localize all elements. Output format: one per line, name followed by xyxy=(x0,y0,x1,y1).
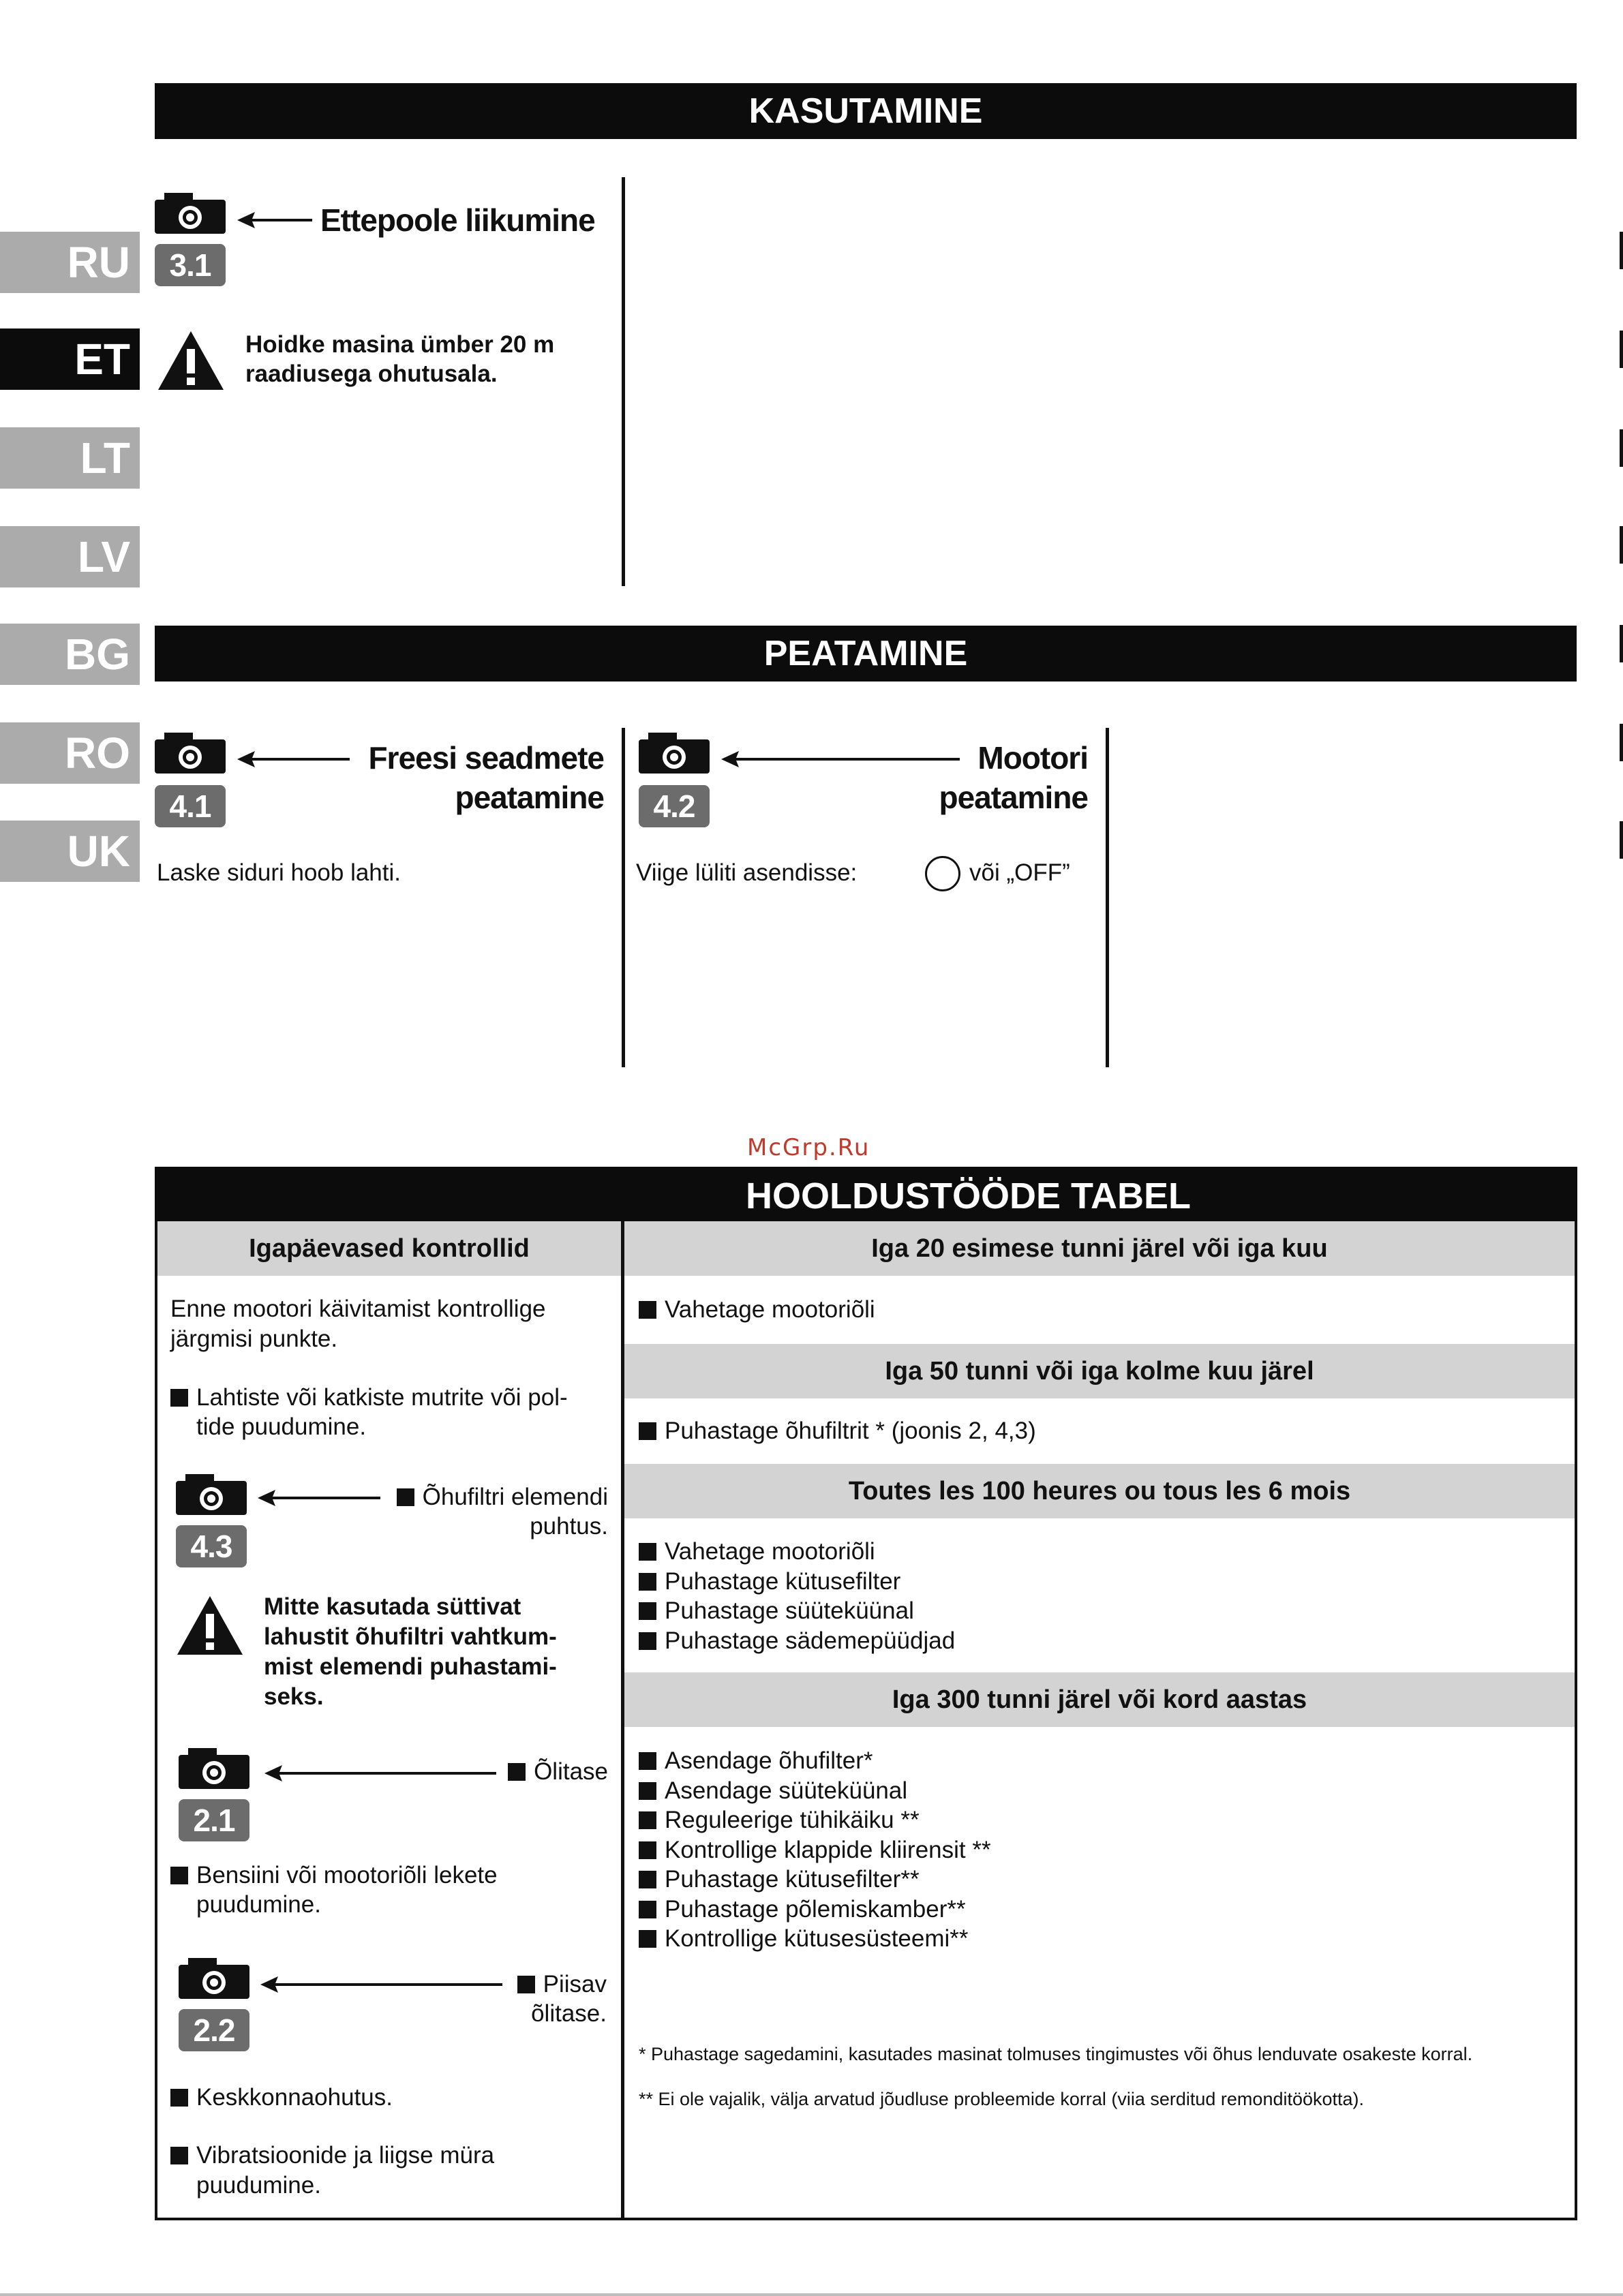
warning-icon xyxy=(176,1595,244,1656)
solvent-warning-line1: Mitte kasutada süttivat xyxy=(264,1593,521,1620)
oil-level-label-text: Õlitase xyxy=(534,1758,608,1785)
camera-icon xyxy=(179,1748,249,1789)
daily-item-bolts-line2: tide puudumine. xyxy=(196,1413,367,1440)
air-filter-label-line1 xyxy=(382,1482,608,1512)
interval-header-50h: Iga 50 tunni või iga kolme kuu järel xyxy=(624,1344,1575,1398)
language-tab-uk[interactable]: UK xyxy=(0,821,140,882)
warning-icon xyxy=(157,330,225,391)
bullet-icon xyxy=(170,1389,188,1407)
list-item: Asendage süüteküünal xyxy=(639,1776,991,1806)
bullet-icon xyxy=(639,1422,656,1440)
language-tab-lt[interactable]: LT xyxy=(0,427,140,489)
bullet-icon xyxy=(639,1782,656,1800)
daily-item-bolts-line1: Lahtiste või katkiste mutrite või pol- xyxy=(196,1384,568,1411)
step-label-forward: Ettepoole liikumine xyxy=(320,202,595,238)
language-tab-bg[interactable]: BG xyxy=(0,624,140,685)
stop-tiller-text: Laske siduri hoob lahti. xyxy=(157,859,401,886)
list-item: Puhastage sädemepüüdjad xyxy=(639,1626,955,1656)
bullet-icon xyxy=(639,1543,656,1561)
bullet-icon xyxy=(508,1763,526,1781)
list-item: Puhastage kütusefilter xyxy=(639,1567,955,1597)
bullet-icon xyxy=(170,2147,188,2164)
bullet-icon xyxy=(639,1602,656,1620)
daily-intro-line2: järgmisi punkte. xyxy=(170,1326,338,1352)
solvent-warning-line4: seks. xyxy=(264,1683,324,1710)
interval-list-100h xyxy=(639,1537,955,1655)
list-item: Reguleerige tühikäiku ** xyxy=(639,1805,991,1835)
stopping-title-bar: PEATAMINE xyxy=(155,626,1577,682)
daily-item-bolts xyxy=(170,1383,568,1413)
arrow-left-icon xyxy=(260,1976,502,1993)
interval-list-50h xyxy=(639,1416,1036,1446)
camera-icon xyxy=(179,1958,249,1999)
stop-engine-text: Viige lüliti asendisse: xyxy=(636,859,858,886)
bullet-icon xyxy=(639,1632,656,1650)
bullet-icon xyxy=(639,1811,656,1829)
bullet-icon xyxy=(639,1752,656,1770)
arrow-left-icon xyxy=(237,212,312,228)
arrow-left-icon xyxy=(264,1765,496,1781)
bullet-icon xyxy=(397,1488,414,1506)
list-item: Asendage õhufilter* xyxy=(639,1746,991,1776)
usage-warning-line1: Hoidke masina ümber 20 m xyxy=(245,331,555,358)
stopping-divider-2 xyxy=(1106,728,1109,1067)
proper-oil-level-label-line2: õlitase. xyxy=(531,2000,607,2027)
daily-checks-header: Igapäevased kontrollid xyxy=(157,1221,621,1276)
footnote-1: * Puhastage sagedamini, kasutades masinat tolmuses tingimustes või õhus lenduvate osakeste korral. xyxy=(639,2044,1473,2064)
proper-oil-level-label-text: Piisav xyxy=(543,1971,607,1997)
step-badge-4-3: 4.3 xyxy=(176,1525,247,1567)
arrow-left-icon xyxy=(237,751,350,767)
off-circle-icon xyxy=(925,856,960,891)
solvent-warning-line2: lahustit õhufiltri vahtkum- xyxy=(264,1623,557,1650)
camera-icon xyxy=(155,733,226,774)
air-filter-label-text: Õhufiltri elemendi xyxy=(422,1484,608,1510)
air-filter-label-line2: puhtus. xyxy=(530,1513,608,1540)
bullet-icon xyxy=(170,2089,188,2107)
daily-item-environment xyxy=(170,2083,393,2113)
maintenance-title-bar: HOOLDUSTÖÖDE TABEL xyxy=(155,1167,1577,1221)
proper-oil-level-label-line1 xyxy=(477,1970,607,2000)
bullet-icon xyxy=(639,1930,656,1948)
bullet-icon xyxy=(639,1841,656,1859)
step-badge-4-2: 4.2 xyxy=(639,785,710,827)
daily-item-vibration xyxy=(170,2141,494,2171)
page-bottom-rule xyxy=(0,2293,1623,2296)
camera-icon xyxy=(639,733,710,774)
camera-icon xyxy=(155,193,226,234)
bullet-icon xyxy=(639,1573,656,1591)
bullet-icon xyxy=(639,1901,656,1918)
usage-divider xyxy=(622,177,625,586)
bullet-icon xyxy=(639,1871,656,1888)
step-badge-2-2: 2.2 xyxy=(179,2009,249,2051)
list-item: Kontrollige kütusesüsteemi** xyxy=(639,1924,991,1954)
step-label-stop-tiller-2: peatamine xyxy=(455,780,604,815)
interval-list-300h xyxy=(639,1746,991,1954)
camera-icon xyxy=(176,1474,247,1515)
usage-title-bar: KASUTAMINE xyxy=(155,83,1577,139)
interval-header-100h: Toutes les 100 heures ou tous les 6 mois xyxy=(624,1464,1575,1518)
language-tab-ru[interactable]: RU xyxy=(0,232,140,293)
interval-header-300h: Iga 300 tunni järel või kord aastas xyxy=(624,1672,1575,1727)
interval-list-20h xyxy=(639,1295,875,1325)
daily-item-leaks xyxy=(170,1861,498,1891)
list-item: Puhastage põlemiskamber** xyxy=(639,1895,991,1925)
step-badge-2-1: 2.1 xyxy=(179,1799,249,1841)
list-item: Vahetage mootoriõli xyxy=(639,1295,875,1325)
list-item: Puhastage õhufiltrit * (joonis 2, 4,3) xyxy=(639,1416,1036,1446)
step-badge-3-1: 3.1 xyxy=(155,244,226,286)
daily-intro-line1: Enne mootori käivitamist kontrollige xyxy=(170,1296,546,1322)
daily-item-leaks-line1: Bensiini või mootoriõli lekete xyxy=(196,1862,498,1888)
step-badge-4-1: 4.1 xyxy=(155,785,226,827)
language-tab-lv[interactable]: LV xyxy=(0,526,140,587)
solvent-warning-line3: mist elemendi puhastami- xyxy=(264,1653,557,1680)
usage-warning-line2: raadiusega ohutusala. xyxy=(245,361,498,387)
arrow-left-icon xyxy=(258,1490,380,1506)
interval-header-20h: Iga 20 esimese tunni järel või iga kuu xyxy=(624,1221,1575,1276)
daily-item-vibration-line1: Vibratsioonide ja liigse müra xyxy=(196,2142,495,2169)
list-item: Puhastage süüteküünal xyxy=(639,1596,955,1626)
daily-item-environment-text: Keskkonnaohutus. xyxy=(196,2084,393,2111)
bullet-icon xyxy=(517,1976,535,1993)
bullet-icon xyxy=(639,1301,656,1319)
step-label-stop-engine-2: peatamine xyxy=(939,780,1088,815)
language-tab-et[interactable]: ET xyxy=(0,328,140,390)
footnote-2: ** Ei ole vajalik, välja arvatud jõudluse probleemide korral (viia serditud remonditöökotta). xyxy=(639,2089,1365,2109)
daily-item-leaks-line2: puudumine. xyxy=(196,1891,321,1918)
bullet-icon xyxy=(170,1867,188,1884)
watermark: McGrp.Ru xyxy=(747,1134,870,1161)
daily-item-vibration-line2: puudumine. xyxy=(196,2172,321,2199)
page-edge-marks xyxy=(1620,232,1623,879)
stopping-divider-1 xyxy=(622,728,625,1067)
step-label-stop-engine-1: Mootori xyxy=(977,740,1088,776)
oil-level-label xyxy=(477,1757,608,1787)
list-item: Puhastage kütusefilter** xyxy=(639,1865,991,1895)
step-label-stop-tiller-1: Freesi seadmete xyxy=(368,740,604,776)
list-item: Vahetage mootoriõli xyxy=(639,1537,955,1567)
language-tab-ro[interactable]: RO xyxy=(0,722,140,784)
off-label: või „OFF” xyxy=(969,859,1070,886)
list-item: Kontrollige klappide kliirensit ** xyxy=(639,1835,991,1865)
